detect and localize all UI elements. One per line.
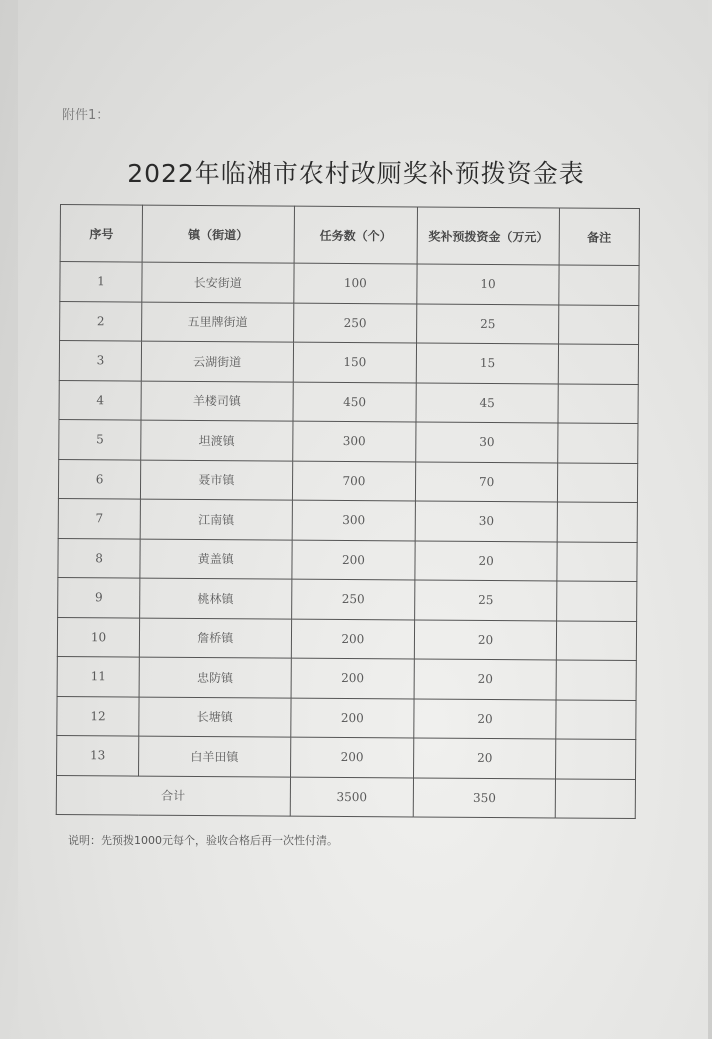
total-remark [555,778,635,818]
cell-tasks: 200 [290,737,414,777]
cell-tasks: 200 [291,540,415,580]
cell-tasks: 200 [291,619,415,659]
header-town: 镇（街道） [142,205,294,263]
cell-town: 五里牌街道 [142,302,294,343]
cell-town: 江南镇 [140,499,292,540]
table-row [58,577,637,621]
cell-tasks: 200 [291,658,415,698]
cell-no: 5 [59,419,141,459]
table-row [59,341,638,385]
cell-town: 黄盖镇 [140,539,292,580]
table-row [58,498,637,542]
table-header-row [60,205,639,266]
cell-funds: 45 [416,382,558,422]
table-row [57,656,636,700]
cell-no: 4 [59,380,141,420]
cell-no: 3 [59,341,141,381]
cell-remark [558,423,638,463]
cell-tasks: 300 [292,500,416,540]
cell-no: 12 [57,696,139,736]
cell-no: 13 [57,735,139,775]
header-tasks: 任务数（个） [294,206,418,264]
cell-funds: 20 [414,698,556,738]
cell-remark [557,502,637,542]
cell-no: 1 [60,262,142,302]
cell-remark [558,304,638,344]
cell-remark [556,620,636,660]
cell-funds: 20 [415,619,557,659]
cell-remark [556,699,636,739]
cell-funds: 30 [416,501,558,541]
header-no: 序号 [60,205,143,263]
cell-tasks: 250 [293,303,417,343]
cell-remark [555,739,635,779]
funds-table [56,204,640,819]
cell-tasks: 450 [292,382,416,422]
table-row [59,380,638,424]
cell-tasks: 150 [293,342,417,382]
header-funds: 奖补预拨资金（万元） [417,207,559,265]
cell-no: 10 [57,617,139,657]
cell-remark [557,462,637,502]
cell-tasks: 200 [290,698,414,738]
cell-no: 2 [60,301,142,341]
cell-town: 长塘镇 [139,697,291,738]
cell-tasks: 300 [292,421,416,461]
cell-funds: 15 [417,343,559,383]
cell-funds: 70 [416,461,558,501]
table-row [60,301,639,345]
table-row [58,459,637,503]
footnote: 说明：先预拨1000元每个，验收合格后再一次性付清。 [68,834,338,847]
cell-no: 7 [58,498,140,538]
header-remark: 备注 [559,208,640,266]
table-row [57,696,636,740]
attachment-label: 附件1： [62,108,110,123]
cell-town: 白羊田镇 [139,736,291,777]
cell-remark [557,541,637,581]
cell-funds: 20 [415,540,557,580]
cell-remark [558,344,638,384]
cell-tasks: 250 [291,579,415,619]
cell-funds: 20 [414,738,556,778]
cell-town: 长安街道 [142,262,294,303]
cell-town: 坦渡镇 [141,420,293,461]
cell-funds: 25 [417,303,559,343]
cell-town: 詹桥镇 [139,618,291,659]
cell-town: 羊楼司镇 [141,381,293,422]
cell-remark [556,660,636,700]
table-row [58,538,637,582]
table-row [60,262,639,306]
table-row [57,617,636,661]
cell-funds: 20 [414,659,556,699]
cell-funds: 25 [415,580,557,620]
total-label: 合计 [56,775,290,816]
cell-remark [556,581,636,621]
document-title: 2022年临湘市农村改厕奖补预拨资金表 [127,159,585,188]
cell-remark [559,265,639,305]
cell-funds: 10 [417,264,559,304]
total-funds: 350 [414,777,556,817]
cell-funds: 30 [416,422,558,462]
cell-town: 忠防镇 [139,657,291,698]
total-row [56,775,635,819]
cell-tasks: 100 [293,263,417,303]
cell-town: 聂市镇 [141,460,293,501]
cell-no: 11 [57,656,139,696]
cell-no: 9 [58,577,140,617]
cell-no: 6 [58,459,140,499]
cell-town: 云湖街道 [141,341,293,382]
table-row [59,419,638,463]
cell-town: 桃林镇 [140,578,292,619]
table-row [57,735,636,779]
cell-remark [558,383,638,423]
cell-tasks: 700 [292,461,416,501]
total-tasks: 3500 [290,777,414,817]
cell-no: 8 [58,538,140,578]
